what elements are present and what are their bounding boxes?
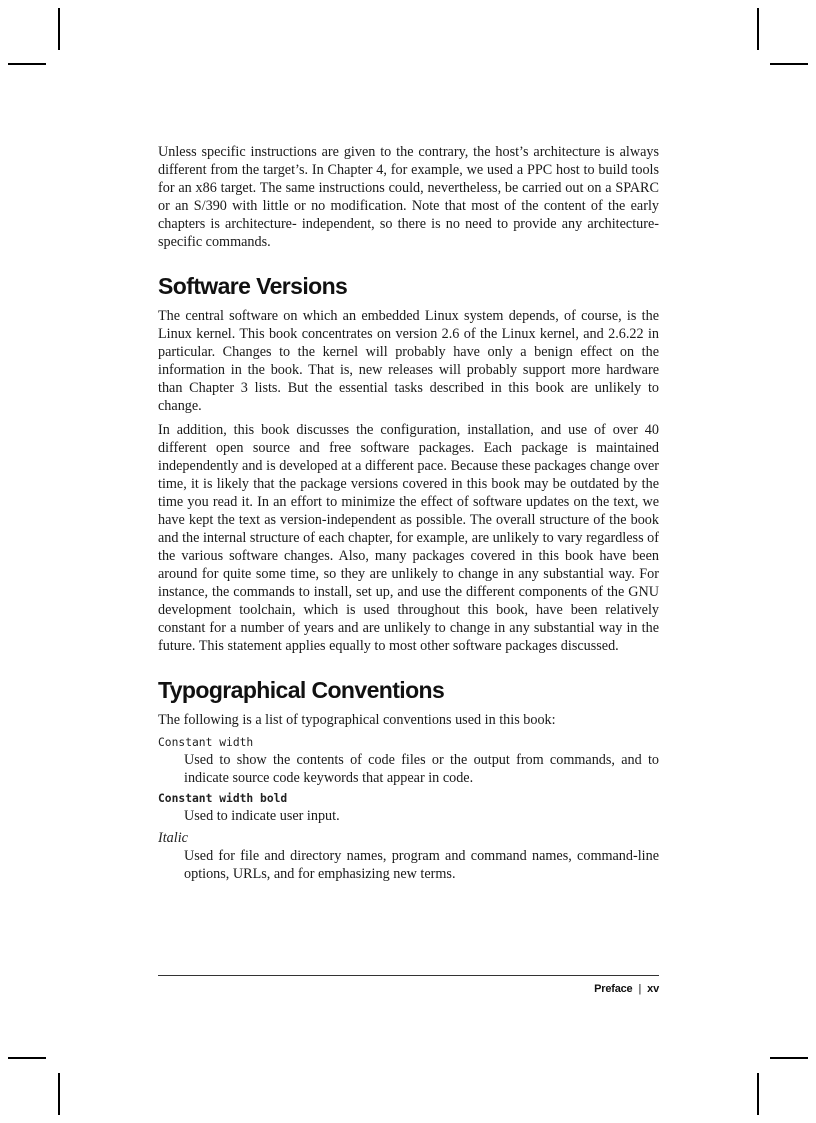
crop-mark [8,1057,46,1059]
term-constant-width: Constant width [158,736,254,749]
crop-mark [770,63,808,65]
paragraph-packages: In addition, this book discusses the configuration, installation, and use of over 40 different open source and free software packages. Each package is maintained independently and is developed at a different pace. Because these packages change over time, it is likely that the package versions covered in this book may be outdated by the time you read it. In an effort to minimize the effect of software updates on the text, we have kept the text as version-independent as possible. The overall structure of the book and the internal structure of each chapter, for example, are unlikely to vary regardless of the various software changes. Also, many packages covered in this book have been around for quite some time, so they are unlikely to change in any substantial way. For instance, the commands to install, set up, and use the different components of the GNU development toolchain, which is used throughout this book, have been relatively constant for a number of years and are unlikely to change in any substantial way in the future. This statement applies equally to most other software packages discussed. [158,422,659,654]
footer-rule [158,975,659,976]
conventions-list [158,735,659,883]
heading-typographical-conventions: Typographical Conventions [158,677,445,703]
paragraph-kernel: The central software on which an embedded Linux system depends, of course, is the Linux kernel. This book concentrates on version 2.6 of the Linux kernel, and 2.6.22 in particular. Changes to the kernel will probably have only a benign effect on the information in the book. That is, new releases will probably support more hardware than Chapter 3 lists. But the essential tasks described in this book are unlikely to change. [158,308,659,414]
crop-mark [757,1073,759,1115]
page-body [158,143,659,883]
definition-constant-width-bold: Used to indicate user input. [184,808,340,824]
definition-italic: Used for file and directory names, program and command names, command-line options, URLs, and for emphasizing new terms. [184,848,659,882]
crop-mark [58,1073,60,1115]
crop-mark [770,1057,808,1059]
term-constant-width-bold: Constant width bold [158,792,288,805]
crop-mark [58,8,60,50]
definition-constant-width: Used to show the contents of code files or the output from commands, and to indicate source code keywords that appear in code. [184,752,659,786]
term-italic: Italic [158,830,188,846]
footer-separator: | [638,983,642,995]
footer-section: Preface [594,983,633,995]
page-number: xv [647,983,659,995]
crop-mark [8,63,46,65]
heading-software-versions: Software Versions [158,273,348,299]
crop-mark [757,8,759,50]
paragraph-architecture: Unless specific instructions are given to the contrary, the host’s architecture is always different from the target’s. In Chapter 4, for example, we used a PPC host to build tools for an x86 target. The same instructions could, nevertheless, be carried out on a SPARC or an S/390 with little or no modification. Note that most of the content of the early chapters is architecture- independent, so there is no need to provide any architecture-specific commands. [158,144,659,250]
page-footer [594,983,659,995]
paragraph-conventions-intro: The following is a list of typographical conventions used in this book: [158,712,556,728]
